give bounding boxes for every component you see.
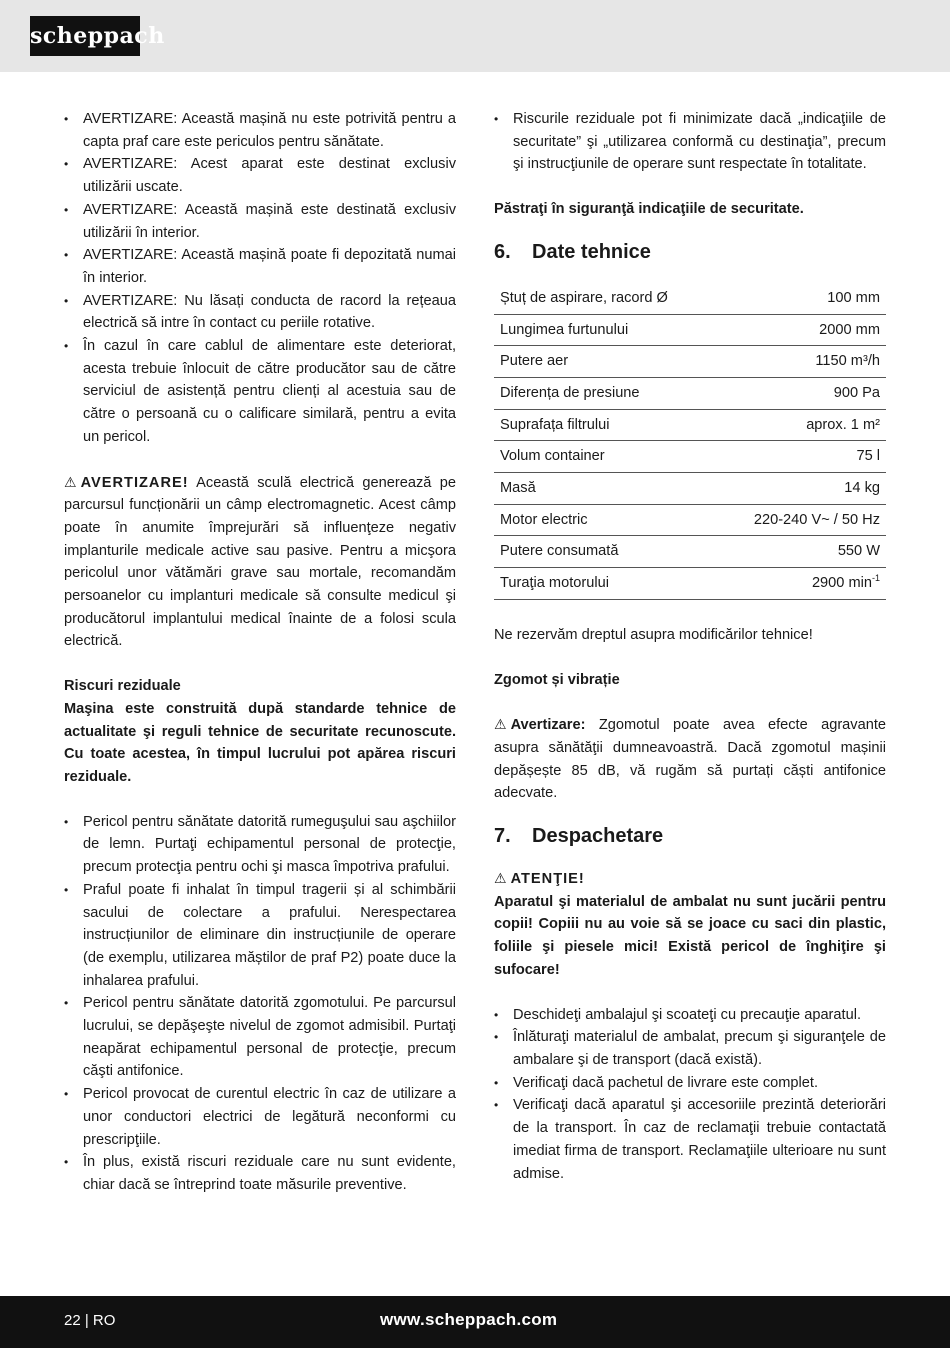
spec-label: Masă xyxy=(494,473,716,505)
spec-unit-exponent: -1 xyxy=(871,573,880,584)
page-footer xyxy=(0,1296,950,1348)
list-item: • În cazul în care cablul de alimentare este deteriorat, acesta trebuie înlocuit de către producător sau de către serviciul de asistență pentru clienți al acestuia sau de către o persoană cu o calificare similară, pentru a evita un pericol. xyxy=(64,335,456,449)
noise-warning-text: Zgomotul poate avea efecte agravante asupra sănătăţii dumneavoastră. Dacă zgomotul mașinii depășește 85 dB, vă rugăm să purtați căști antifonice adecvate. xyxy=(494,717,886,802)
list-item: • Praful poate fi inhalat în timpul tragerii și al schimbării sacului de colectare a prafului. Nerespectarea instrucțiunilor de eliminare din instrucțiunile de operare (de exemplu, utilizarea măștilor de praf P2) poate duce la inhalarea prafului. xyxy=(64,879,456,993)
spec-value: 2900 $\min^{-1}$ xyxy=(716,568,886,600)
list-item: • Pericol provocat de curentul electric în caz de utilizare a unor conductori electrici de legătură neconformi cu prescripţiile. xyxy=(64,1083,456,1151)
website-url: www.scheppach.com xyxy=(380,1310,558,1329)
spec-label: Putere aer xyxy=(494,346,716,378)
list-item: • Riscurile reziduale pot fi minimizate dacă „indicaţiile de securitate” şi „utilizarea conformă cu destinaţia”, precum şi instrucţiunile de operare sunt respectate în totalitate. xyxy=(494,108,886,176)
list-item: • Verificaţi dacă aparatul şi accesoriile prezintă deteriorări de la transport. În caz de reclamaţii trebuie contactată imediat firma de transport. Reclamaţiile ulterioare nu sunt admise. xyxy=(494,1094,886,1185)
warning-triangle-icon: ⚠ xyxy=(64,473,77,490)
spec-value: 220-240 V~ / 50 Hz xyxy=(716,504,886,536)
unpack-list xyxy=(494,1004,886,1186)
noise-title: Zgomot și vibrație xyxy=(494,671,620,688)
spec-value: 75 l xyxy=(716,441,886,473)
table-row xyxy=(494,473,886,505)
attention-text: Aparatul şi materialul de ambalat nu sunt jucării pentru copii! Copiii nu au voie să se joace cu saci din plastic, foliile şi piesele mici! Există pericol de înghiţire şi sufocare! xyxy=(494,893,886,978)
spec-value: aprox. 1 m² xyxy=(716,409,886,441)
em-warning-text: Această sculă electrică generează pe parcursul funcționării un câmp electromagnetic. Acest câmp poate în anumite împrejurări să influenţeze negativ implanturile medicale active sau pasive. Pentru a micşora pericolul unor vătămări grave sau mortale, recomandăm persoanelor cu implanturi medicale să consulte medicul şi producătorul implantului medical înainte de a folosi scula electrică. xyxy=(64,474,456,650)
spec-label: Motor electric xyxy=(494,504,716,536)
table-row xyxy=(494,536,886,568)
spec-label: Diferența de presiune xyxy=(494,377,716,409)
spec-value: 550 W xyxy=(716,536,886,568)
spec-label: Suprafața filtrului xyxy=(494,409,716,441)
table-row xyxy=(494,346,886,378)
table-row xyxy=(494,504,886,536)
spec-value: 2000 mm xyxy=(716,314,886,346)
table-row xyxy=(494,409,886,441)
list-item: • AVERTIZARE: Această mașină nu este potrivită pentru a capta praf care este periculos pentru sănătate. xyxy=(64,108,456,153)
list-item: • AVERTIZARE: Această mașină poate fi depozitată numai în interior. xyxy=(64,244,456,289)
scheppach-logo: scheppach xyxy=(30,16,140,56)
table-row xyxy=(494,314,886,346)
noise-warning-paragraph xyxy=(494,713,886,805)
list-item: • Pericol pentru sănătate datorită zgomotului. Pe parcursul lucrului, se depăşeşte nivelul de zgomot admisibil. Purtaţi neapărat echipamentul personal de protecţie, precum căşti antifonice. xyxy=(64,992,456,1083)
left-column xyxy=(64,108,456,1197)
residual-note-list xyxy=(494,108,886,176)
list-item: • AVERTIZARE: Această mașină este destinată exclusiv utilizării în interior. xyxy=(64,199,456,244)
residual-risks-intro: Maşina este construită după standarde tehnice de actualitate şi reguli tehnice de securitate recunoscute. Cu toate acestea, în timpul lucrului pot apărea riscuri reziduale. xyxy=(64,700,456,785)
residual-risks-title: Riscuri reziduale xyxy=(64,678,181,695)
em-warning-paragraph xyxy=(64,471,456,654)
page-number: 22 | RO xyxy=(64,1312,116,1329)
reserve-note: Ne rezervăm dreptul asupra modificărilor tehnice! xyxy=(494,626,813,643)
specs-table xyxy=(494,283,886,600)
table-row xyxy=(494,568,886,600)
table-row xyxy=(494,441,886,473)
page-header xyxy=(0,0,950,72)
spec-label: Lungimea furtunului xyxy=(494,314,716,346)
warning-triangle-icon: ⚠ xyxy=(494,870,507,887)
spec-value: 14 kg xyxy=(716,473,886,505)
section-heading-technical-data: 6. Date tehnice xyxy=(494,240,651,263)
list-item: • Deschideţi ambalajul şi scoateţi cu precauţie aparatul. xyxy=(494,1004,886,1027)
noise-warning-label: Avertizare: xyxy=(510,717,586,734)
em-warning-label: AVERTIZARE! xyxy=(80,474,189,491)
section-heading-unpacking: 7. Despachetare xyxy=(494,825,664,848)
warning-triangle-icon: ⚠ xyxy=(494,716,507,733)
attention-label-line: ⚠ ATENŢIE! xyxy=(494,867,886,891)
spec-label: Putere consumată xyxy=(494,536,716,568)
spec-value: 900 Pa xyxy=(716,377,886,409)
spec-label: Turaţia motorului xyxy=(494,568,716,600)
spec-value: 1150 m³/h xyxy=(716,346,886,378)
list-item: • În plus, există riscuri reziduale care nu sunt evidente, chiar dacă se întreprind toate măsurile preventive. xyxy=(64,1151,456,1196)
spec-label: Ștuț de aspirare, racord Ø xyxy=(494,283,716,314)
warnings-list xyxy=(64,108,456,449)
residual-risks-list xyxy=(64,811,456,1197)
spec-value: 100 mm xyxy=(716,283,886,314)
table-row xyxy=(494,283,886,314)
right-column xyxy=(494,108,886,1185)
table-row xyxy=(494,377,886,409)
list-item: • Înlăturaţi materialul de ambalat, precum şi siguranţele de ambalare şi de transport (dacă există). xyxy=(494,1026,886,1071)
list-item: • AVERTIZARE: Acest aparat este destinat exclusiv utilizării uscate. xyxy=(64,153,456,198)
list-item: • Pericol pentru sănătate datorită rumeguşului sau aşchiilor de lemn. Purtaţi echipamentul personal de protecţie, precum protecţia pentru ochi şi masca împotriva prafului. xyxy=(64,811,456,879)
keep-safety-note: Păstraţi în siguranţă indicaţiile de securitate. xyxy=(494,201,804,218)
list-item: • Verificaţi dacă pachetul de livrare este complet. xyxy=(494,1072,886,1095)
spec-label: Volum container xyxy=(494,441,716,473)
list-item: • AVERTIZARE: Nu lăsați conducta de racord la rețeaua electrică să intre în contact cu periile rotative. xyxy=(64,290,456,335)
